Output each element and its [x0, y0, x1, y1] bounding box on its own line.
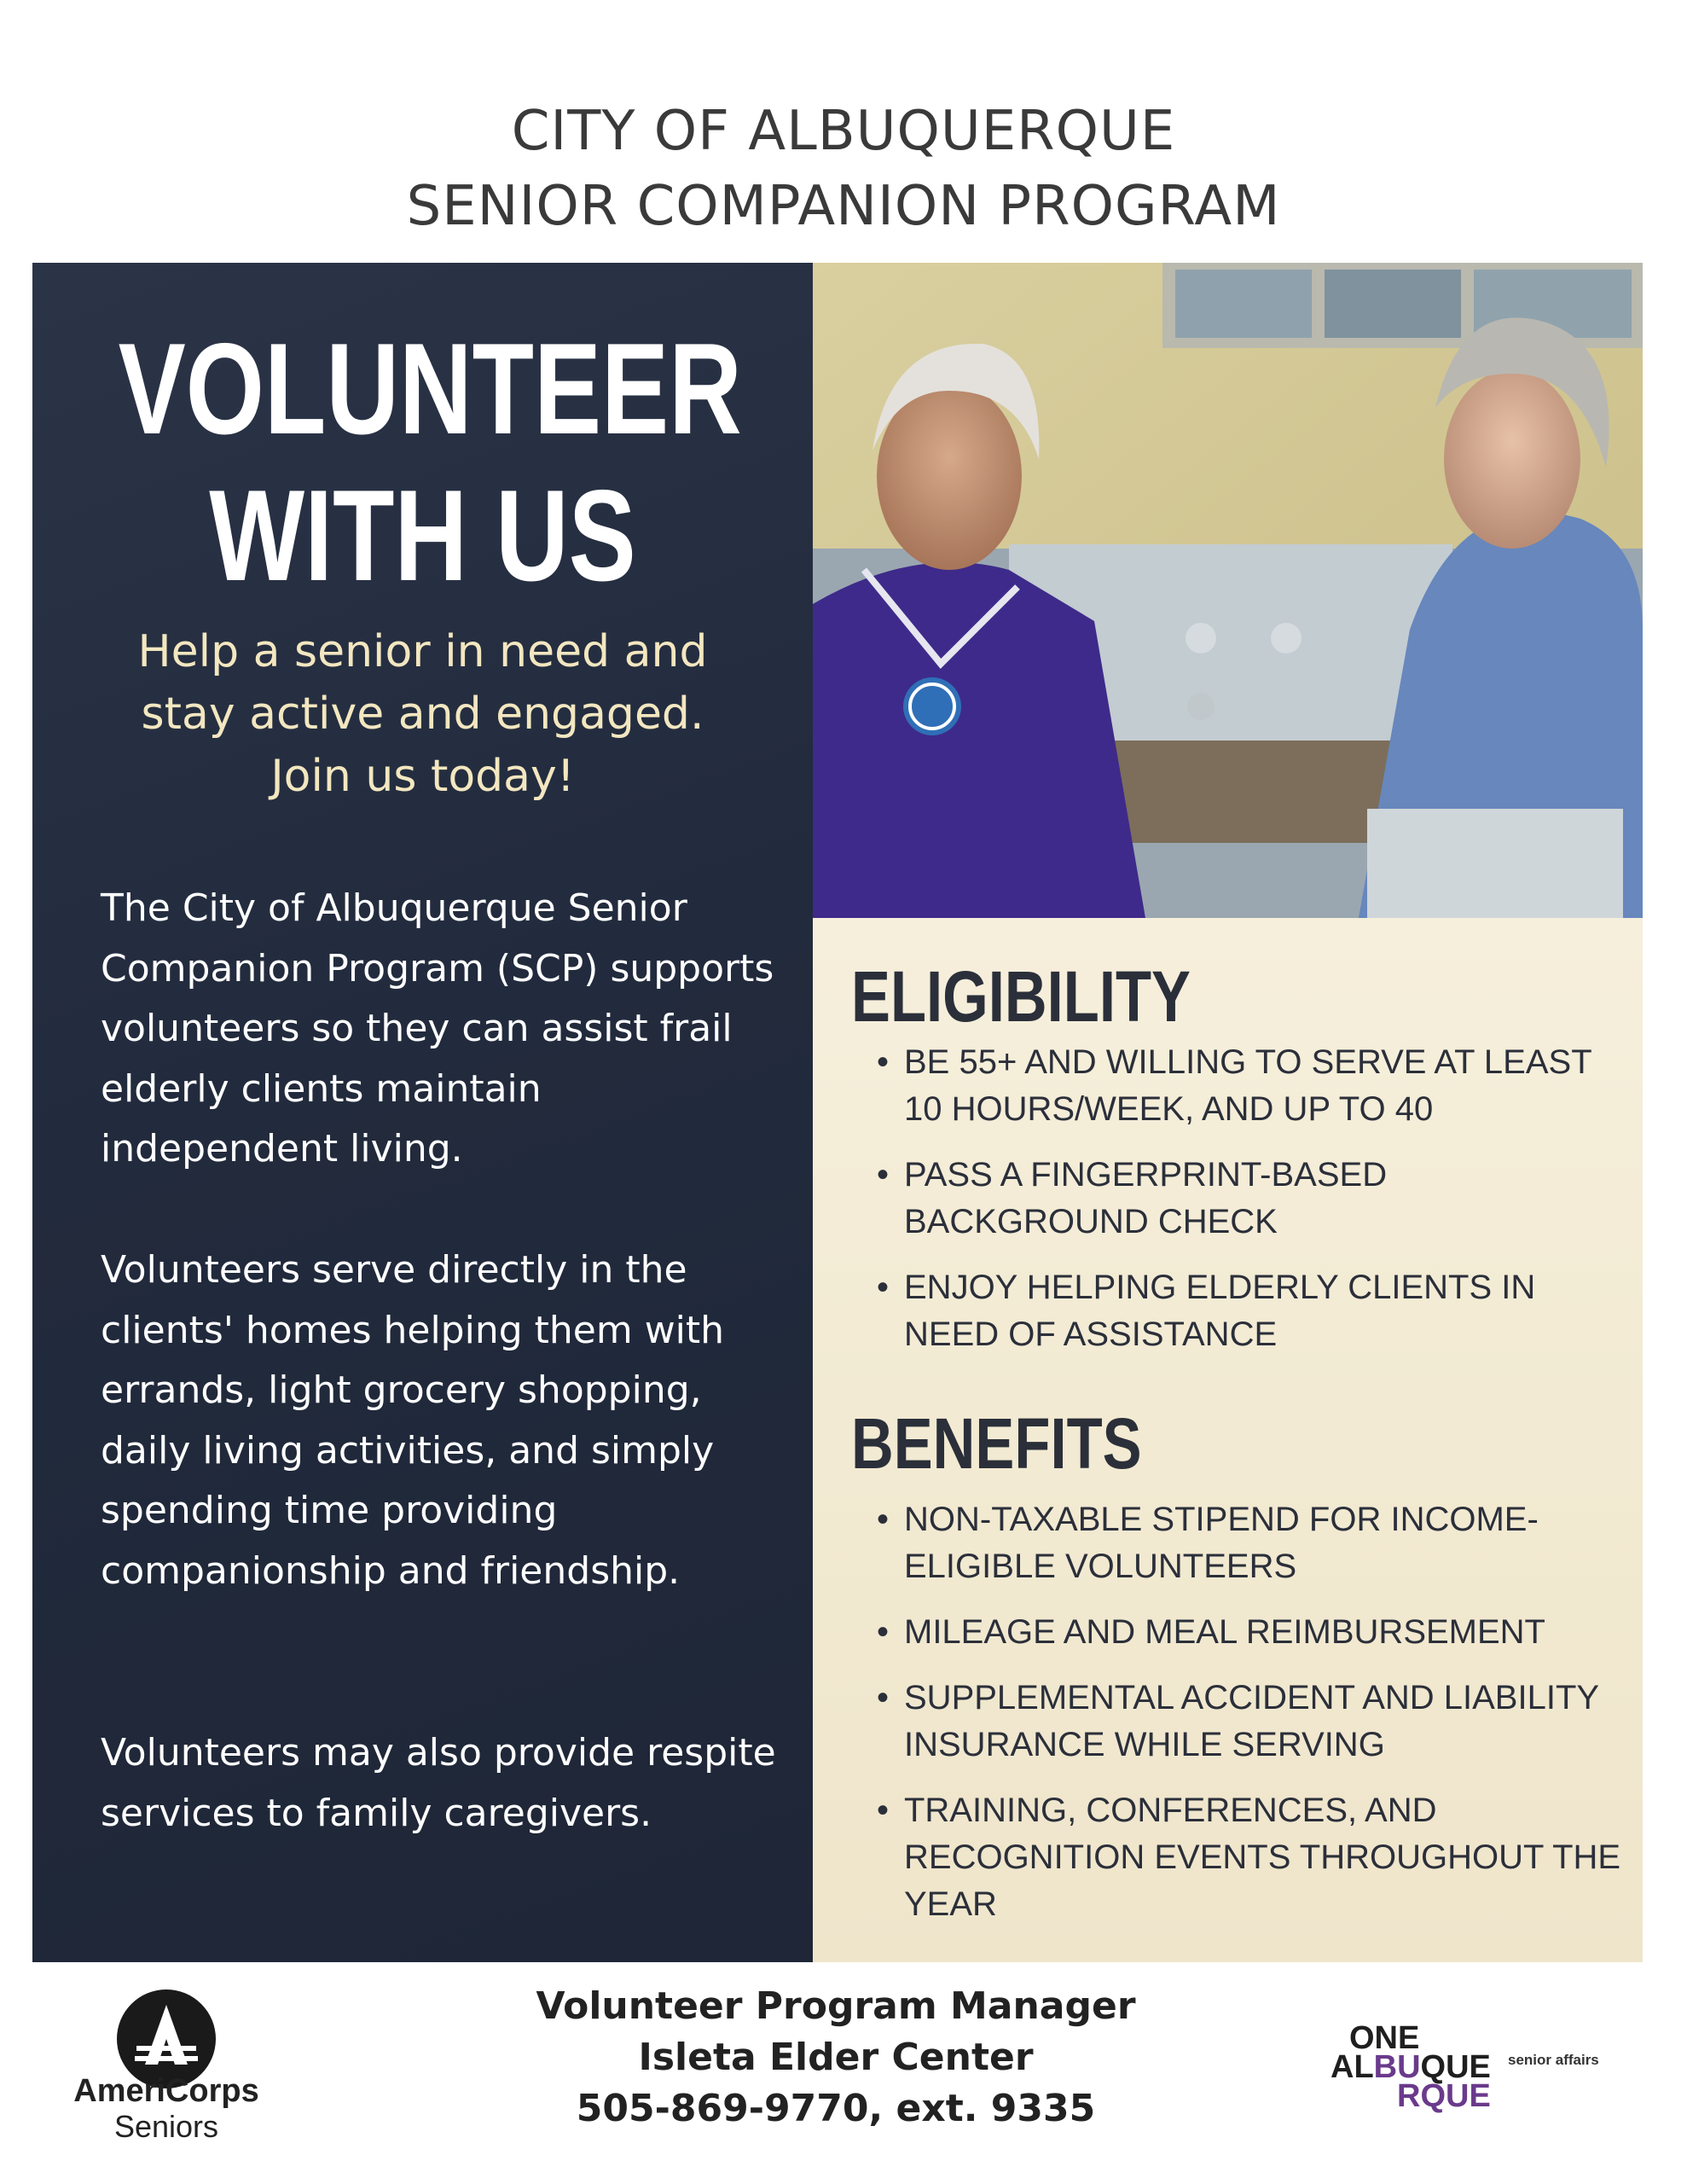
respite-paragraph: Volunteers may also provide respite services to family caregivers.	[101, 1731, 776, 1835]
contact-location: Isleta Elder Center	[638, 2036, 1034, 2079]
intro-paragraph: The City of Albuquerque Senior Companion Program (SCP) supports volunteers so they can assist frail elderly clients maintain independent living.	[101, 886, 774, 1170]
contact-block	[512, 1981, 1160, 2135]
headline	[118, 316, 742, 609]
tagline	[67, 621, 779, 808]
oneabq-al: AL	[1330, 2049, 1374, 2085]
oneabq-line-2	[1330, 2049, 1491, 2085]
oneabq-line-1: ONE	[1349, 2020, 1420, 2056]
headline-line-1: VOLUNTEER	[118, 317, 742, 462]
eligibility-list	[877, 1039, 1627, 1377]
americorps-sub: Seniors	[113, 2109, 219, 2144]
benefits-title: BENEFITS	[851, 1403, 1142, 1484]
eligibility-item: • BE 55+ AND WILLING TO SERVE AT LEAST 10 HOURS/WEEK, AND UP TO 40	[877, 1039, 1627, 1133]
tagline-line-1: Help a senior in need and	[137, 626, 708, 677]
oneabq-line-3: RQUE	[1397, 2078, 1491, 2114]
contact-phone: 505-869-9770, ext. 9335	[576, 2087, 1096, 2130]
benefits-item: • SUPPLEMENTAL ACCIDENT AND LIABILITY INSURANCE WHILE SERVING	[877, 1675, 1627, 1769]
tagline-line-2: stay active and engaged.	[141, 688, 704, 740]
oneabq-bu: BU	[1373, 2049, 1421, 2085]
seniors-photo-illustration	[813, 263, 1643, 918]
benefits-list	[877, 1496, 1627, 1947]
americorps-name: AmeriCorps	[73, 2073, 259, 2109]
right-info-panel	[813, 918, 1643, 1962]
seniors-photo	[813, 263, 1643, 918]
senior-affairs-tag: senior affairs	[1508, 2052, 1599, 2068]
header-line-program: SENIOR COMPANION PROGRAM	[406, 175, 1281, 238]
page-header	[0, 94, 1687, 244]
header-line-city: CITY OF ALBUQUERQUE	[511, 100, 1176, 163]
one-albuquerque-logo	[1330, 2020, 1491, 2114]
eligibility-item: • PASS A FINGERPRINT-BASED BACKGROUND CHECK	[877, 1152, 1627, 1246]
contact-title: Volunteer Program Manager	[536, 1984, 1136, 2028]
left-info-panel	[32, 263, 813, 1962]
benefits-item: • NON-TAXABLE STIPEND FOR INCOME-ELIGIBLE VOLUNTEERS	[877, 1496, 1627, 1590]
headline-line-2: WITH US	[209, 463, 636, 608]
benefits-item: • MILEAGE AND MEAL REIMBURSEMENT	[877, 1609, 1627, 1656]
tagline-line-3: Join us today!	[270, 751, 575, 802]
oneabq-que: QUE	[1420, 2049, 1491, 2085]
services-paragraph: Volunteers serve directly in the clients' homes helping them with errands, light grocery shopping, daily living activities, and simply spending time providing companionship and friendship.	[101, 1248, 725, 1593]
eligibility-title: ELIGIBILITY	[851, 956, 1191, 1037]
benefits-item: • TRAINING, CONFERENCES, AND RECOGNITION EVENTS THROUGHOUT THE YEAR	[877, 1787, 1627, 1928]
eligibility-item: • ENJOY HELPING ELDERLY CLIENTS IN NEED OF ASSISTANCE	[877, 1264, 1627, 1358]
americorps-wordmark	[51, 2073, 281, 2145]
